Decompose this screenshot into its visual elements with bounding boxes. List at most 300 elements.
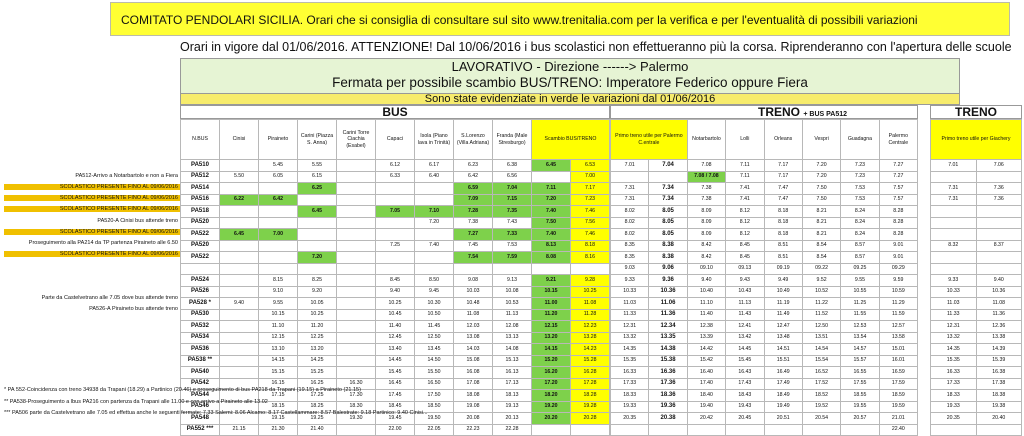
bus-time: 7.17 — [571, 183, 610, 195]
bus-number: PA516 — [181, 194, 220, 206]
bus-time: 7.45 — [454, 240, 493, 252]
bus-number: PA510 — [181, 160, 220, 172]
bus-time — [337, 298, 376, 310]
treno-section-label — [610, 105, 918, 119]
treno-time: 7.38 — [687, 183, 725, 195]
bus-time: 13.10 — [259, 344, 298, 356]
row-note: PA526-A Piraineto bus attende treno — [89, 306, 178, 313]
treno-time: 7.34 — [649, 194, 687, 206]
treno2-time: 11.33 — [931, 309, 977, 321]
treno-row — [611, 263, 918, 275]
row-note: PA512-Arrivo a Notarbartolo e non a Fiera — [75, 173, 178, 180]
treno-time: 19.49 — [764, 401, 802, 413]
bus-time: 11.00 — [532, 298, 571, 310]
treno-time: 09.25 — [841, 263, 879, 275]
treno2-time: 7.36 — [976, 183, 1022, 195]
bus-time: 6.42 — [454, 171, 493, 183]
bus-row — [181, 194, 610, 206]
bus-time: 10.53 — [493, 298, 532, 310]
bus-time: 7.04 — [493, 183, 532, 195]
treno-time: 17.59 — [879, 378, 917, 390]
bus-row — [181, 275, 610, 287]
bus-time: 14.15 — [259, 355, 298, 367]
bus-time: 9.40 — [376, 286, 415, 298]
bus-time: 18.50 — [415, 401, 454, 413]
bus-time: 14.25 — [298, 355, 337, 367]
treno-time: 7.53 — [841, 183, 879, 195]
bus-number: PA526 — [181, 286, 220, 298]
treno-time: 8.57 — [841, 252, 879, 264]
treno-time: 16.01 — [879, 355, 917, 367]
primo-treno2-header: Primo treno utile per Giachery — [931, 120, 1022, 160]
row-note: SCOLASTICO PRESENTE FINO AL 09/06/2016 — [4, 206, 180, 212]
treno-row — [611, 171, 918, 183]
bus-time: 9.40 — [220, 298, 259, 310]
treno-time: 13.54 — [841, 332, 879, 344]
bus-time: 8.08 — [532, 252, 571, 264]
bus-time: 7.40 — [532, 206, 571, 218]
bus-time — [337, 332, 376, 344]
treno-time: 9.33 — [611, 275, 649, 287]
treno2-time — [976, 171, 1022, 183]
bus-time — [337, 252, 376, 264]
treno-time: 11.22 — [802, 298, 840, 310]
treno2-time: 12.36 — [976, 321, 1022, 333]
treno-time: 7.41 — [726, 183, 764, 195]
treno-time: 18.49 — [764, 390, 802, 402]
bus-time: 6.56 — [493, 171, 532, 183]
treno-time: 13.32 — [611, 332, 649, 344]
bus-time: 9.13 — [493, 275, 532, 287]
bus-time: 6.12 — [376, 160, 415, 172]
treno-time: 7.08 / 7.08 — [687, 171, 725, 183]
treno-header-cell: Palermo Centrale — [879, 120, 917, 160]
treno-time: 10.33 — [611, 286, 649, 298]
bus-time — [415, 229, 454, 241]
treno-row — [611, 378, 918, 390]
treno2-row — [931, 229, 1022, 241]
bus-time: 19.15 — [259, 413, 298, 425]
bus-time: 15.45 — [376, 367, 415, 379]
treno-time: 7.31 — [611, 194, 649, 206]
bus-number: PA522 — [181, 229, 220, 241]
treno2-section-label: TRENO — [930, 105, 1022, 119]
bus-row — [181, 298, 610, 310]
treno-time: 11.55 — [841, 309, 879, 321]
treno-time: 10.49 — [764, 286, 802, 298]
bus-time: 9.55 — [259, 298, 298, 310]
treno-time: 17.33 — [611, 378, 649, 390]
bus-time — [532, 171, 571, 183]
bus-time: 7.46 — [571, 206, 610, 218]
bus-time: 18.20 — [532, 390, 571, 402]
bus-time — [337, 344, 376, 356]
bus-time: 15.20 — [532, 355, 571, 367]
treno2-time: 13.32 — [931, 332, 977, 344]
treno-time: 7.38 — [687, 194, 725, 206]
treno-time — [764, 424, 802, 436]
bus-row — [181, 217, 610, 229]
treno-time: 16.40 — [687, 367, 725, 379]
treno-time: 09.22 — [802, 263, 840, 275]
treno-time: 9.52 — [802, 275, 840, 287]
bus-time: 9.10 — [259, 286, 298, 298]
bus-time — [220, 332, 259, 344]
treno-time: 8.18 — [764, 229, 802, 241]
bus-time: 17.13 — [493, 378, 532, 390]
row-note: PA520-A Cinisi bus attende treno — [97, 217, 178, 224]
bus-time: 11.10 — [259, 321, 298, 333]
bus-time: 9.08 — [454, 275, 493, 287]
bus-time: 7.53 — [493, 240, 532, 252]
treno-time: 10.55 — [841, 286, 879, 298]
bus-time: 19.30 — [337, 413, 376, 425]
treno-time: 18.43 — [726, 390, 764, 402]
treno2-time: 15.35 — [931, 355, 977, 367]
treno-time: 19.33 — [611, 401, 649, 413]
bus-time: 7.40 — [415, 240, 454, 252]
bus-time — [220, 206, 259, 218]
treno-time: 18.52 — [802, 390, 840, 402]
treno2-time — [931, 229, 977, 241]
treno2-time: 11.36 — [976, 309, 1022, 321]
bus-time: 12.15 — [532, 321, 571, 333]
bus-time — [532, 424, 571, 436]
treno-time: 7.41 — [726, 194, 764, 206]
bus-time — [571, 263, 610, 275]
bus-time: 6.42 — [259, 194, 298, 206]
treno-time: 8.12 — [726, 229, 764, 241]
bus-time: 5.50 — [220, 171, 259, 183]
bus-time — [415, 252, 454, 264]
bus-time — [220, 286, 259, 298]
treno-time: 09.10 — [687, 263, 725, 275]
bus-time: 22.23 — [454, 424, 493, 436]
treno2-row — [931, 367, 1022, 379]
treno2-time — [976, 263, 1022, 275]
bus-time: 22.05 — [415, 424, 454, 436]
bus-time: 7.00 — [571, 171, 610, 183]
treno-time: 7.20 — [802, 171, 840, 183]
bus-time: 12.45 — [376, 332, 415, 344]
treno-time: 10.40 — [687, 286, 725, 298]
treno-time: 12.38 — [687, 321, 725, 333]
bus-row — [181, 229, 610, 241]
bus-time: 5.45 — [259, 160, 298, 172]
treno2-time: 15.39 — [976, 355, 1022, 367]
bus-time: 14.23 — [571, 344, 610, 356]
treno-time: 09.29 — [879, 263, 917, 275]
bus-header-cell: Piraineto — [259, 120, 298, 160]
treno-time: 8.42 — [687, 240, 725, 252]
treno-row — [611, 240, 918, 252]
bus-header-cell: Carini (Piazza S. Anna) — [298, 120, 337, 160]
primo-treno-header: Primo treno utile per Palermo C.entrale — [611, 120, 688, 160]
treno2-time — [931, 206, 977, 218]
treno-time: 14.45 — [726, 344, 764, 356]
bus-time — [454, 263, 493, 275]
treno-time: 8.05 — [649, 206, 687, 218]
bus-time: 19.25 — [298, 413, 337, 425]
treno2-time: 16.38 — [976, 367, 1022, 379]
treno-time: 8.09 — [687, 229, 725, 241]
bus-time: 7.00 — [259, 229, 298, 241]
row-note: Parte da Castelvetrano alle 7.05 dove bus attende treno — [41, 295, 178, 302]
treno2-time — [931, 217, 977, 229]
treno2-row — [931, 252, 1022, 264]
row-note: SCOLASTICO PRESENTE FINO AL 09/06/2016 — [4, 195, 180, 201]
treno-row — [611, 298, 918, 310]
treno-time: 7.23 — [841, 171, 879, 183]
bus-time — [298, 229, 337, 241]
treno2-row — [931, 206, 1022, 218]
row-note: SCOLASTICO PRESENTE FINO AL 09/06/2016 — [4, 229, 180, 235]
treno2-time: 8.37 — [976, 240, 1022, 252]
treno2-time: 17.38 — [976, 378, 1022, 390]
treno-time: 8.05 — [649, 229, 687, 241]
bus-row — [181, 321, 610, 333]
treno2-time: 18.33 — [931, 390, 977, 402]
bus-time — [337, 275, 376, 287]
treno-time: 11.13 — [726, 298, 764, 310]
bus-time — [337, 194, 376, 206]
bus-time: 10.50 — [415, 309, 454, 321]
treno-time: 15.54 — [802, 355, 840, 367]
bus-time: 18.15 — [259, 401, 298, 413]
treno-time: 7.34 — [649, 183, 687, 195]
treno-time: 9.40 — [687, 275, 725, 287]
bus-time: 8.45 — [376, 275, 415, 287]
bus-number: PA512 — [181, 171, 220, 183]
treno2-row — [931, 424, 1022, 436]
bus-row — [181, 171, 610, 183]
treno-time: 7.27 — [879, 160, 917, 172]
bus-time — [220, 367, 259, 379]
bus-time: 7.33 — [493, 229, 532, 241]
bus-time — [220, 252, 259, 264]
bus-time — [259, 240, 298, 252]
treno-time: 11.06 — [649, 298, 687, 310]
treno-row — [611, 413, 918, 425]
treno-header-cell: Vespri — [802, 120, 840, 160]
treno-time — [726, 424, 764, 436]
treno-label: TRENO — [758, 105, 801, 119]
bus-time: 15.08 — [454, 355, 493, 367]
treno-time: 8.12 — [726, 206, 764, 218]
bus-time — [259, 263, 298, 275]
bus-time — [376, 194, 415, 206]
treno-time: 9.06 — [649, 263, 687, 275]
treno-time: 8.02 — [611, 206, 649, 218]
bus-time — [415, 263, 454, 275]
treno-time: 11.33 — [611, 309, 649, 321]
treno2-time — [976, 229, 1022, 241]
treno-table — [610, 119, 918, 436]
bus-time: 7.56 — [571, 217, 610, 229]
bus-time: 14.03 — [454, 344, 493, 356]
treno2-row — [931, 401, 1022, 413]
treno-time: 8.54 — [802, 240, 840, 252]
bus-time: 6.23 — [454, 160, 493, 172]
bus-row — [181, 160, 610, 172]
bus-time: 19.45 — [376, 413, 415, 425]
treno-time: 15.35 — [611, 355, 649, 367]
treno-time: 7.17 — [764, 160, 802, 172]
treno-time: 12.31 — [611, 321, 649, 333]
bus-time — [337, 367, 376, 379]
treno-time: 8.35 — [611, 240, 649, 252]
treno2-time: 16.33 — [931, 367, 977, 379]
bus-time: 11.13 — [493, 309, 532, 321]
bus-number: PA520 — [181, 217, 220, 229]
treno2-row — [931, 263, 1022, 275]
bus-time: 10.03 — [454, 286, 493, 298]
bus-time: 18.25 — [298, 401, 337, 413]
banner: COMITATO PENDOLARI SICILIA. Orari che si consiglia di consultare sul sito www.trenitalia.com per la verifica e per l'eventualità di possibili variazioni — [110, 2, 1010, 36]
bus-time: 7.25 — [376, 240, 415, 252]
treno2-row — [931, 344, 1022, 356]
treno-time: 7.50 — [802, 183, 840, 195]
bus-time: 7.27 — [454, 229, 493, 241]
treno-time: 9.59 — [879, 275, 917, 287]
bus-time: 7.59 — [493, 252, 532, 264]
treno-time: 12.57 — [879, 321, 917, 333]
treno-time: 11.43 — [726, 309, 764, 321]
treno-row — [611, 252, 918, 264]
treno-time: 8.09 — [687, 217, 725, 229]
treno-time: 11.25 — [841, 298, 879, 310]
treno-time: 18.59 — [879, 390, 917, 402]
bus-time: 7.20 — [415, 217, 454, 229]
bus-time — [337, 206, 376, 218]
bus-time: 15.28 — [571, 355, 610, 367]
bus-time: 6.15 — [298, 171, 337, 183]
bus-time: 6.17 — [415, 160, 454, 172]
bus-time — [415, 194, 454, 206]
treno-time: 17.36 — [649, 378, 687, 390]
bus-time: 10.48 — [454, 298, 493, 310]
bus-time: 6.38 — [493, 160, 532, 172]
bus-time — [337, 321, 376, 333]
treno-time: 8.45 — [726, 240, 764, 252]
bus-number: PA520 — [181, 240, 220, 252]
treno-time: 8.02 — [611, 217, 649, 229]
treno-time: 10.36 — [649, 286, 687, 298]
bus-time — [532, 263, 571, 275]
treno-row — [611, 160, 918, 172]
treno2-time: 19.38 — [976, 401, 1022, 413]
bus-time: 14.15 — [532, 344, 571, 356]
bus-time: 7.54 — [454, 252, 493, 264]
bus-time: 11.45 — [415, 321, 454, 333]
bus-time — [220, 321, 259, 333]
bus-time: 16.08 — [454, 367, 493, 379]
treno-time: 11.03 — [611, 298, 649, 310]
timetable-subtitle: Fermata per possibile scambio BUS/TRENO: Imperatore Federico oppure Fiera — [332, 75, 808, 90]
bus-time: 13.08 — [454, 332, 493, 344]
treno-time: 14.57 — [841, 344, 879, 356]
bus-time: 9.21 — [532, 275, 571, 287]
treno2-time: 10.33 — [931, 286, 977, 298]
treno-time: 8.42 — [687, 252, 725, 264]
bus-row — [181, 332, 610, 344]
treno-time — [687, 424, 725, 436]
treno-row — [611, 229, 918, 241]
timetable-title: LAVORATIVO - Direzione ------> Palermo — [451, 59, 689, 74]
treno-time: 17.52 — [802, 378, 840, 390]
bus-section-label: BUS — [180, 105, 610, 119]
treno-time: 13.58 — [879, 332, 917, 344]
bus-header-cell: Carini Torre Ciachia (Esabel) — [337, 120, 376, 160]
treno-time: 9.01 — [879, 252, 917, 264]
bus-time: 15.15 — [259, 367, 298, 379]
bus-time: 18.08 — [454, 390, 493, 402]
bus-time: 7.40 — [532, 229, 571, 241]
bus-time — [337, 309, 376, 321]
bus-time: 17.08 — [454, 378, 493, 390]
bus-time — [337, 355, 376, 367]
treno-time: 7.57 — [879, 183, 917, 195]
treno-time: 7.04 — [649, 160, 687, 172]
treno-time: 8.28 — [879, 217, 917, 229]
bus-number: PA544 — [181, 390, 220, 402]
bus-time: 13.40 — [376, 344, 415, 356]
treno-time: 17.40 — [687, 378, 725, 390]
bus-time: 8.16 — [571, 252, 610, 264]
bus-row — [181, 367, 610, 379]
treno2-time: 9.33 — [931, 275, 977, 287]
bus-time: 7.11 — [532, 183, 571, 195]
treno-time: 15.42 — [687, 355, 725, 367]
treno-time: 9.49 — [764, 275, 802, 287]
bus-time: 14.45 — [376, 355, 415, 367]
treno-header-cell: Orleans — [764, 120, 802, 160]
bus-row — [181, 309, 610, 321]
bus-time: 5.55 — [298, 160, 337, 172]
treno-time: 14.35 — [611, 344, 649, 356]
treno-time: 11.49 — [764, 309, 802, 321]
treno-time: 11.29 — [879, 298, 917, 310]
treno-time: 10.43 — [726, 286, 764, 298]
bus-time: 8.13 — [532, 240, 571, 252]
treno-time: 16.33 — [611, 367, 649, 379]
treno-time: 11.36 — [649, 309, 687, 321]
bus-time — [337, 229, 376, 241]
bus-time: 19.13 — [493, 401, 532, 413]
treno-row — [611, 332, 918, 344]
treno2-time: 7.01 — [931, 160, 977, 172]
treno-time: 20.45 — [726, 413, 764, 425]
treno-time: 8.12 — [726, 217, 764, 229]
bus-time — [220, 160, 259, 172]
treno-time: 15.01 — [879, 344, 917, 356]
treno-time: 8.21 — [802, 206, 840, 218]
bus-time — [259, 252, 298, 264]
treno-time: 09.13 — [726, 263, 764, 275]
bus-number: PA542 — [181, 378, 220, 390]
treno-time: 16.52 — [802, 367, 840, 379]
treno-time: 8.18 — [764, 206, 802, 218]
treno-row — [611, 344, 918, 356]
treno-row — [611, 309, 918, 321]
treno-time: 7.50 — [802, 194, 840, 206]
bus-time — [337, 424, 376, 436]
bus-time: 16.25 — [298, 378, 337, 390]
treno-time: 8.24 — [841, 217, 879, 229]
treno-time: 13.51 — [802, 332, 840, 344]
treno-time: 9.03 — [611, 263, 649, 275]
bus-time — [493, 263, 532, 275]
